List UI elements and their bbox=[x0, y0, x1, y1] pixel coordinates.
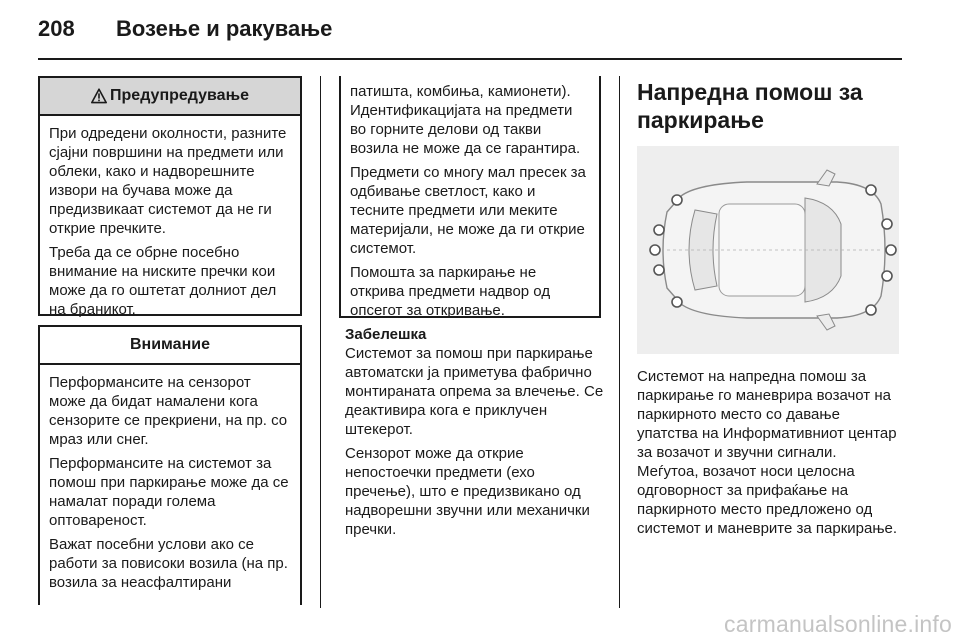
warning-box-body bbox=[40, 116, 300, 330]
watermark: carmanualsonline.info bbox=[724, 611, 952, 637]
caution-box-continued bbox=[339, 76, 601, 318]
column-divider-right bbox=[619, 76, 620, 608]
header-rule bbox=[38, 58, 902, 60]
section-paragraph: Системот на напредна помош за паркирање го маневрира возачот на паркирното место со давање упатства на Информативниот центар за возачот и звучни сигнали. Меѓутоа, возачот носи целосна одговорност за прифаќање на паркирното место предложено од системот и маневрите за паркирање. bbox=[637, 368, 898, 537]
page-header bbox=[38, 16, 332, 46]
caution-box-body bbox=[40, 365, 300, 603]
caution-box-title: Внимание bbox=[130, 336, 210, 353]
note-paragraph: Сензорот може да открие непостоечки предмети (ехо пречење), што е предизвикано од надворешни звучни или механички пречки. bbox=[345, 445, 590, 538]
caution-box-header bbox=[40, 327, 300, 365]
note-paragraph: Системот за помош при паркирање автоматски ја приметува фабрично монтираната опрема за влечење. Се деактивира кога е приклучен штекерот. bbox=[345, 345, 604, 438]
car-top-view-icon bbox=[637, 146, 899, 354]
page-title: Возење и ракување bbox=[116, 16, 333, 41]
caution-continued-body bbox=[341, 76, 599, 331]
caution-continued-paragraph: Предмети со многу мал пресек за одбивање светлост, како и тесните предмети или меките материјали, не може да ги открие системот. bbox=[350, 164, 586, 257]
warning-paragraph: При одредени околности, разните сјајни површини на предмети или облеки, како и надворешните извори на бучава може да предизвикаат системот да не ги открие пречките. bbox=[49, 125, 287, 237]
warning-box bbox=[38, 76, 302, 316]
warning-triangle-icon bbox=[91, 88, 107, 104]
warning-box-header bbox=[40, 78, 300, 116]
caution-paragraph: Важат посебни услови ако се работи за повисоки возила (на пр. возила за неасфалтирани bbox=[49, 536, 288, 591]
warning-box-title: Предупредување bbox=[110, 87, 249, 104]
warning-paragraph: Треба да се обрне посебно внимание на ниските пречки кои може да го оштетат долниот дел на браникот. bbox=[49, 244, 277, 318]
car-sensor-figure bbox=[637, 146, 899, 354]
caution-continued-paragraph: патишта, комбиња, камионети). Идентификацијата на предмети во горните делови од такви возила не може да се гарантира. bbox=[350, 83, 581, 157]
column-divider-left bbox=[320, 76, 321, 608]
caution-box bbox=[38, 325, 302, 605]
page-number: 208 bbox=[38, 16, 75, 41]
note-title: Забелешка bbox=[345, 326, 427, 343]
advanced-parking-section bbox=[637, 78, 902, 543]
section-heading: Напредна помош за паркирање bbox=[637, 79, 863, 133]
caution-continued-paragraph: Помошта за паркирање не открива предмети надвор од опсегот за откривање. bbox=[350, 264, 551, 319]
note-block bbox=[345, 326, 607, 544]
caution-paragraph: Перформансите на системот за помош при паркирање може да се намалат поради голема оптовареност. bbox=[49, 455, 289, 529]
caution-paragraph: Перформансите на сензорот може да бидат намалени кога сензорите се прекриени, на пр. со мраз или снег. bbox=[49, 374, 288, 448]
